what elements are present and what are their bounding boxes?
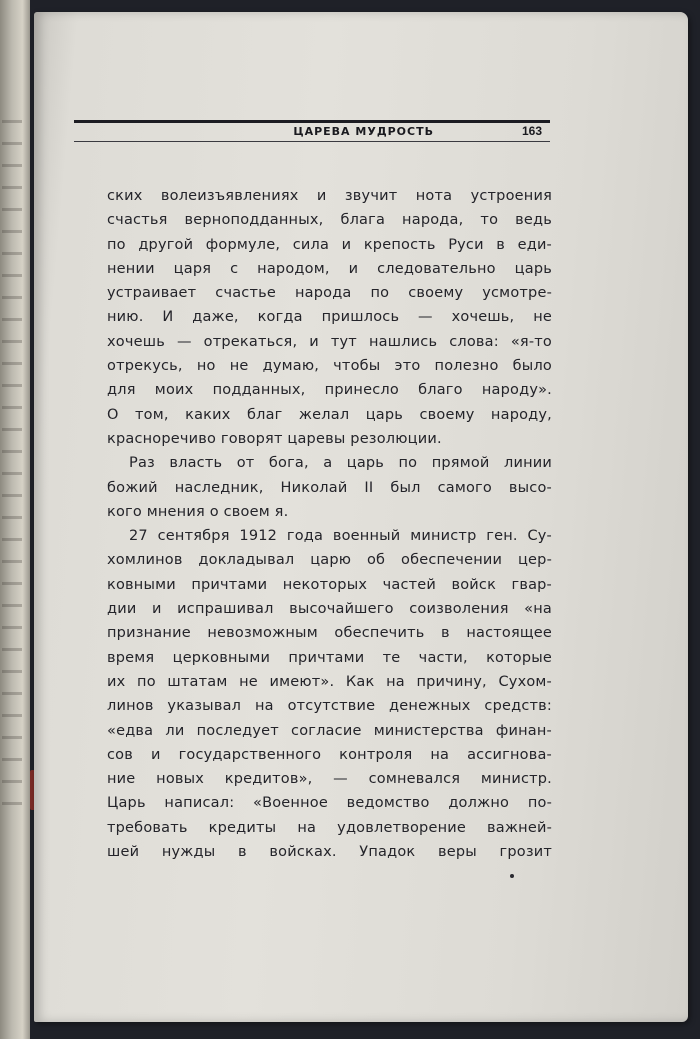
running-title: ЦАРЕВА МУДРОСТЬ: [293, 125, 434, 138]
text-line: их по штатам не имеют». Как на причину, Сухом-: [107, 673, 552, 690]
text-line: «едва ли последует согласие министерства финан-: [107, 722, 552, 739]
text-line: сов и государственного контроля на ассигнова-: [107, 746, 552, 763]
catchword-dot: [510, 874, 514, 878]
running-header: [74, 120, 550, 142]
header-rule-bottom: [74, 141, 550, 142]
text-line: для моих подданных, принесло благо народу».: [107, 382, 552, 399]
text-line: хомлинов докладывал царю об обеспечении цер-: [107, 552, 552, 569]
text-line: по другой формуле, сила и крепость Руси в еди-: [107, 236, 552, 253]
text-line: шей нужды в войсках. Упадок веры грозит: [107, 844, 552, 861]
text-line: нию. И даже, когда пришлось — хочешь, не: [107, 309, 552, 326]
text-line: линов указывал на отсутствие денежных средств:: [107, 698, 552, 715]
text-line: время церковными причтами те части, которые: [107, 649, 552, 666]
text-line: красноречиво говорят царевы резолюции.: [107, 430, 442, 447]
text-line: Царь написал: «Военное ведомство должно по-: [107, 795, 552, 812]
header-rule-top: [74, 120, 550, 123]
text-line: нении царя с народом, и следовательно царь: [107, 260, 552, 277]
text-line: божий наследник, Николай II был самого высо-: [107, 479, 552, 496]
paragraph-start-line: Раз власть от бога, а царь по прямой линии: [129, 455, 552, 472]
text-line: ние новых кредитов», — сомневался министр.: [107, 771, 552, 788]
page-number: 163: [521, 124, 542, 138]
paragraph-start-line: 27 сентября 1912 года военный министр ген. Су-: [129, 528, 552, 545]
left-page-text-fragment: [2, 120, 22, 820]
text-line: кого мнения о своем я.: [107, 503, 289, 520]
text-line: устраивает счастье народа по своему усмотре-: [107, 285, 552, 302]
text-line: ских волеизъявлениях и звучит нота устроения: [107, 188, 552, 204]
text-line: О том, каких благ желал царь своему народу,: [107, 406, 552, 423]
text-line: требовать кредиты на удовлетворение важней-: [107, 819, 552, 836]
text-line: ковными причтами некоторых частей войск гвар-: [107, 576, 552, 593]
text-line: счастья верноподданных, блага народа, то ведь: [107, 212, 552, 229]
text-line: признание невозможным обеспечить в настоящее: [107, 625, 552, 642]
text-line: хочешь — отрекаться, и тут нашлись слова: «я-то: [107, 333, 552, 350]
text-line: отрекусь, но не думаю, чтобы это полезно было: [107, 358, 552, 375]
body-text: [107, 184, 552, 864]
text-line: дии и испрашивал высочайшего соизволения «на: [107, 601, 552, 618]
left-page-edge: [0, 0, 30, 1039]
